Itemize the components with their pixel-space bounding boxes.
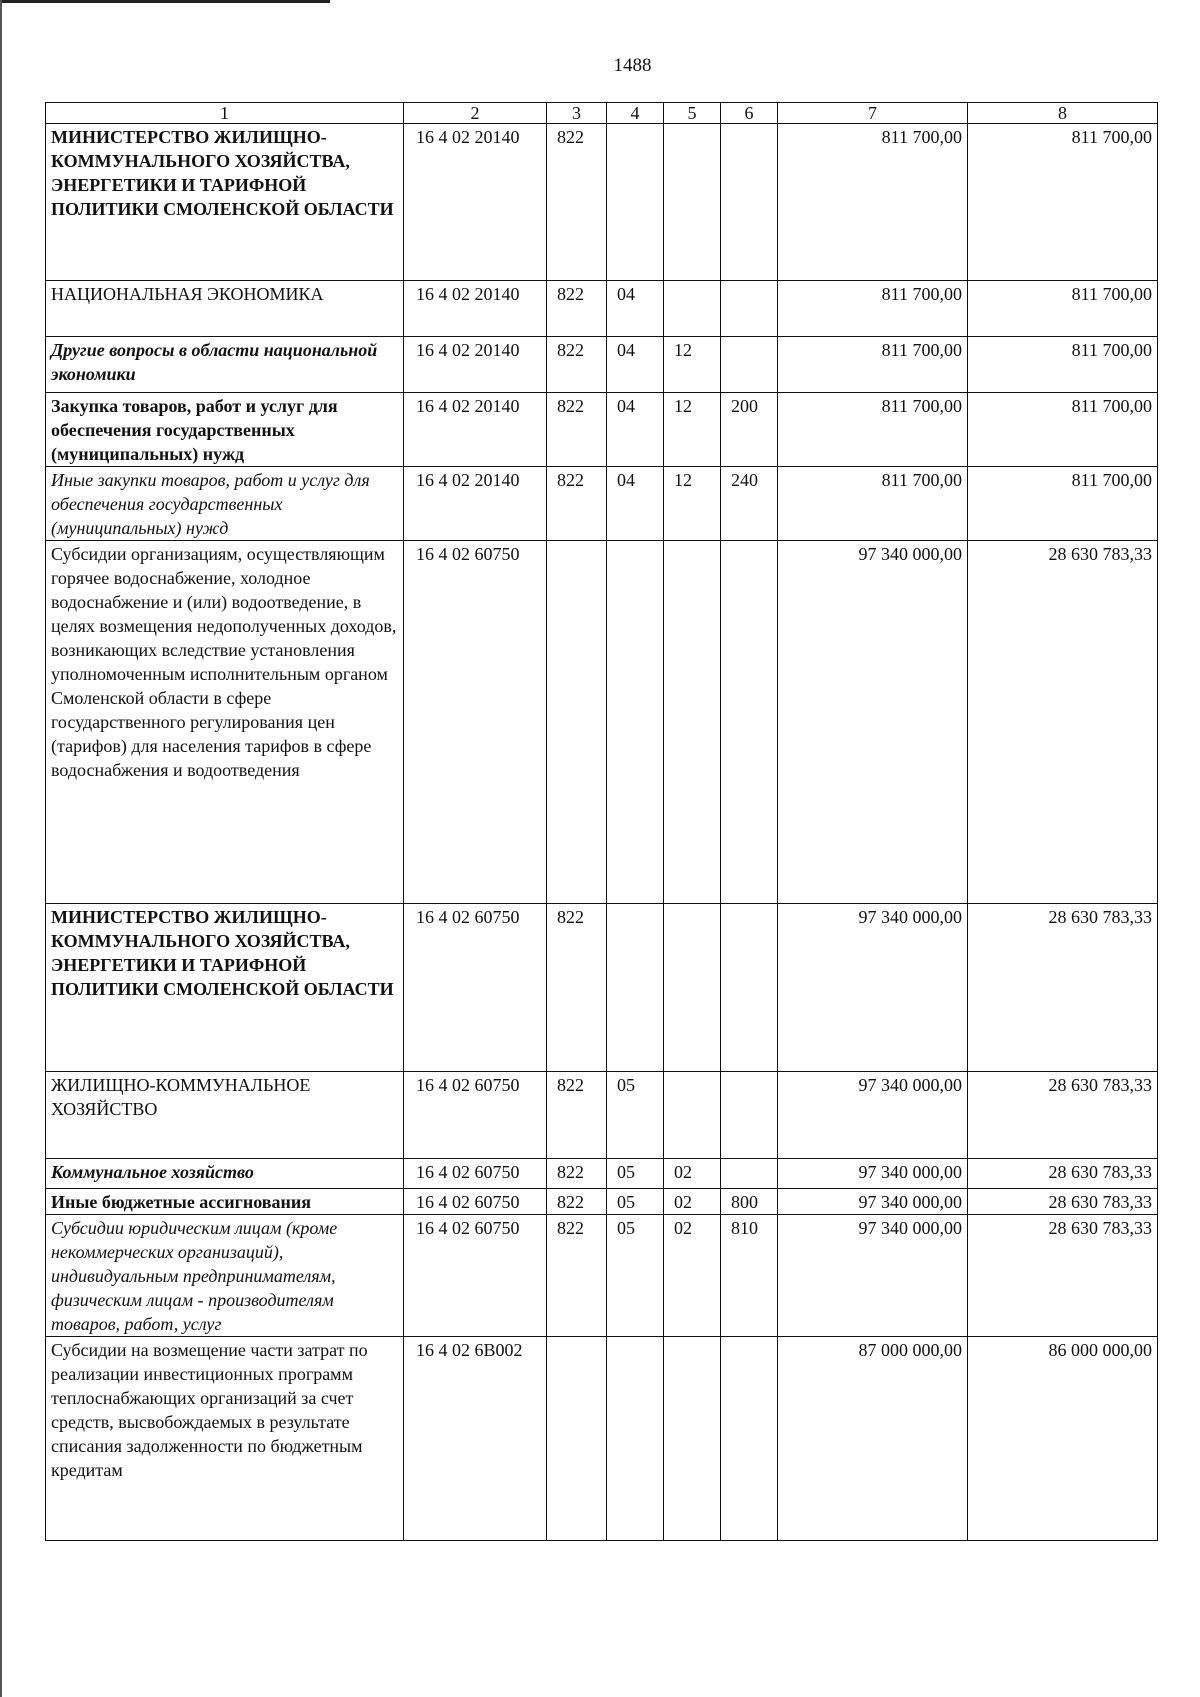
row-amount-8: 811 700,00 — [968, 281, 1158, 337]
row-col-6 — [721, 281, 778, 337]
row-amount-7: 97 340 000,00 — [778, 904, 968, 1072]
row-col-4: 04 — [607, 337, 664, 393]
table-row — [46, 541, 1158, 904]
row-amount-7: 87 000 000,00 — [778, 1337, 968, 1541]
row-amount-7: 97 340 000,00 — [778, 1189, 968, 1215]
row-col-5 — [664, 904, 721, 1072]
table-row — [46, 1337, 1158, 1541]
row-col-4 — [607, 124, 664, 281]
row-col-3: 822 — [547, 124, 607, 281]
row-col-3: 822 — [547, 1215, 607, 1337]
table-row — [46, 1215, 1158, 1337]
row-col-3: 822 — [547, 1072, 607, 1159]
row-col-6 — [721, 124, 778, 281]
row-col-5: 12 — [664, 337, 721, 393]
row-amount-7: 811 700,00 — [778, 393, 968, 467]
table-row — [46, 337, 1158, 393]
row-col-5: 02 — [664, 1159, 721, 1189]
column-header: 3 — [547, 103, 607, 124]
row-name: Закупка товаров, работ и услуг для обеспечения государственных (муниципальных) нужд — [46, 393, 404, 467]
row-target-code: 16 4 02 60750 — [404, 541, 547, 904]
scan-edge-top — [0, 0, 330, 3]
row-amount-7: 97 340 000,00 — [778, 1215, 968, 1337]
row-target-code: 16 4 02 60750 — [404, 1215, 547, 1337]
row-name: МИНИСТЕРСТВО ЖИЛИЩНО-КОММУНАЛЬНОГО ХОЗЯЙСТВА, ЭНЕРГЕТИКИ И ТАРИФНОЙ ПОЛИТИКИ СМОЛЕНСКОЙ ОБЛАСТИ — [46, 124, 404, 281]
row-col-6: 240 — [721, 467, 778, 541]
row-col-4: 05 — [607, 1215, 664, 1337]
row-amount-8: 811 700,00 — [968, 337, 1158, 393]
row-amount-7: 811 700,00 — [778, 467, 968, 541]
row-col-5 — [664, 281, 721, 337]
row-name: Субсидии юридическим лицам (кроме некоммерческих организаций), индивидуальным предпринимателям, физическим лицам - производителям товаров, работ, услуг — [46, 1215, 404, 1337]
row-amount-8: 28 630 783,33 — [968, 541, 1158, 904]
row-col-3: 822 — [547, 904, 607, 1072]
row-col-3: 822 — [547, 393, 607, 467]
row-col-6 — [721, 1337, 778, 1541]
row-col-5: 02 — [664, 1189, 721, 1215]
row-col-4: 04 — [607, 393, 664, 467]
row-amount-7: 97 340 000,00 — [778, 1072, 968, 1159]
row-name: МИНИСТЕРСТВО ЖИЛИЩНО-КОММУНАЛЬНОГО ХОЗЯЙСТВА, ЭНЕРГЕТИКИ И ТАРИФНОЙ ПОЛИТИКИ СМОЛЕНСКОЙ ОБЛАСТИ — [46, 904, 404, 1072]
budget-table — [45, 102, 1158, 1541]
column-header: 1 — [46, 103, 404, 124]
row-col-6 — [721, 541, 778, 904]
row-col-4: 04 — [607, 281, 664, 337]
row-col-6: 800 — [721, 1189, 778, 1215]
row-col-5 — [664, 124, 721, 281]
row-target-code: 16 4 02 6В002 — [404, 1337, 547, 1541]
row-col-3 — [547, 541, 607, 904]
row-amount-7: 811 700,00 — [778, 337, 968, 393]
row-target-code: 16 4 02 20140 — [404, 393, 547, 467]
row-target-code: 16 4 02 20140 — [404, 124, 547, 281]
scan-edge-left — [0, 0, 2, 1697]
row-col-6: 200 — [721, 393, 778, 467]
row-name: Субсидии организациям, осуществляющим горячее водоснабжение, холодное водоснабжение и (или) водоотведение, в целях возмещения недополученных доходов, возникающих вследствие установления уполномоченным исполнительным органом Смоленской области в сфере государственного регулирования цен (тарифов) для населения тарифов в сфере водоснабжения и водоотведения — [46, 541, 404, 904]
row-col-3 — [547, 1337, 607, 1541]
row-col-5 — [664, 1072, 721, 1159]
row-amount-7: 97 340 000,00 — [778, 541, 968, 904]
row-amount-8: 28 630 783,33 — [968, 1159, 1158, 1189]
column-header: 4 — [607, 103, 664, 124]
row-target-code: 16 4 02 20140 — [404, 337, 547, 393]
row-col-5 — [664, 541, 721, 904]
row-col-6 — [721, 904, 778, 1072]
row-target-code: 16 4 02 60750 — [404, 1189, 547, 1215]
row-amount-8: 28 630 783,33 — [968, 904, 1158, 1072]
row-col-3: 822 — [547, 1159, 607, 1189]
row-amount-8: 28 630 783,33 — [968, 1215, 1158, 1337]
table-row — [46, 1159, 1158, 1189]
table-row — [46, 281, 1158, 337]
table-row — [46, 393, 1158, 467]
row-name: Коммунальное хозяйство — [46, 1159, 404, 1189]
table-row — [46, 1072, 1158, 1159]
row-col-4 — [607, 904, 664, 1072]
row-col-4: 05 — [607, 1189, 664, 1215]
page-number: 1488 — [613, 55, 652, 76]
row-target-code: 16 4 02 60750 — [404, 904, 547, 1072]
row-col-6 — [721, 1159, 778, 1189]
row-name: Иные закупки товаров, работ и услуг для обеспечения государственных (муниципальных) нужд — [46, 467, 404, 541]
row-name: НАЦИОНАЛЬНАЯ ЭКОНОМИКА — [46, 281, 404, 337]
row-name: Другие вопросы в области национальной экономики — [46, 337, 404, 393]
row-col-4: 04 — [607, 467, 664, 541]
row-col-6 — [721, 1072, 778, 1159]
row-col-4 — [607, 541, 664, 904]
row-name: ЖИЛИЩНО-КОММУНАЛЬНОЕ ХОЗЯЙСТВО — [46, 1072, 404, 1159]
row-amount-8: 28 630 783,33 — [968, 1189, 1158, 1215]
row-col-5: 12 — [664, 393, 721, 467]
row-col-3: 822 — [547, 281, 607, 337]
row-col-6: 810 — [721, 1215, 778, 1337]
row-target-code: 16 4 02 60750 — [404, 1072, 547, 1159]
row-target-code: 16 4 02 20140 — [404, 281, 547, 337]
row-col-5: 12 — [664, 467, 721, 541]
table-row — [46, 904, 1158, 1072]
row-col-3: 822 — [547, 1189, 607, 1215]
row-col-5: 02 — [664, 1215, 721, 1337]
row-target-code: 16 4 02 20140 — [404, 467, 547, 541]
table-row — [46, 124, 1158, 281]
column-header: 2 — [404, 103, 547, 124]
table-row — [46, 467, 1158, 541]
row-name: Субсидии на возмещение части затрат по реализации инвестиционных программ теплоснабжающих организаций за счет средств, высвобождаемых в результате списания задолженности по бюджетным кредитам — [46, 1337, 404, 1541]
row-amount-8: 811 700,00 — [968, 124, 1158, 281]
row-name: Иные бюджетные ассигнования — [46, 1189, 404, 1215]
table-header-row — [46, 103, 1158, 124]
row-col-3: 822 — [547, 467, 607, 541]
row-amount-7: 97 340 000,00 — [778, 1159, 968, 1189]
row-col-4: 05 — [607, 1159, 664, 1189]
row-col-3: 822 — [547, 337, 607, 393]
table-row — [46, 1189, 1158, 1215]
row-amount-7: 811 700,00 — [778, 124, 968, 281]
row-col-4 — [607, 1337, 664, 1541]
row-amount-8: 811 700,00 — [968, 467, 1158, 541]
column-header: 8 — [968, 103, 1158, 124]
column-header: 5 — [664, 103, 721, 124]
row-amount-8: 28 630 783,33 — [968, 1072, 1158, 1159]
row-col-6 — [721, 337, 778, 393]
row-col-5 — [664, 1337, 721, 1541]
row-target-code: 16 4 02 60750 — [404, 1159, 547, 1189]
row-amount-8: 86 000 000,00 — [968, 1337, 1158, 1541]
column-header: 7 — [778, 103, 968, 124]
column-header: 6 — [721, 103, 778, 124]
row-amount-7: 811 700,00 — [778, 281, 968, 337]
row-amount-8: 811 700,00 — [968, 393, 1158, 467]
row-col-4: 05 — [607, 1072, 664, 1159]
